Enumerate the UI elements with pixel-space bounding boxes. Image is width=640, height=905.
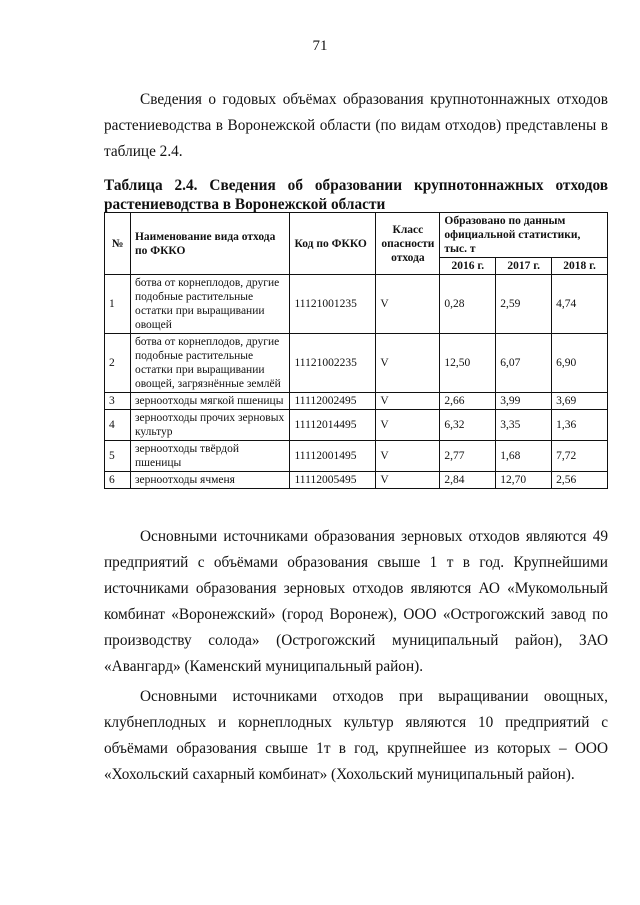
cell-class: V xyxy=(376,410,440,441)
cell-class: V xyxy=(376,441,440,472)
cell-2016: 12,50 xyxy=(440,334,496,393)
cell-class: V xyxy=(376,472,440,489)
cell-no: 4 xyxy=(105,410,131,441)
cell-code: 11112001495 xyxy=(290,441,376,472)
table-row xyxy=(105,472,608,489)
table-row xyxy=(105,441,608,472)
header-year-2018: 2018 г. xyxy=(552,258,608,275)
cell-class: V xyxy=(376,393,440,410)
cell-no: 2 xyxy=(105,334,131,393)
table-header-row xyxy=(105,213,608,258)
header-class: Класс опасности отхода xyxy=(376,213,440,275)
header-no: № xyxy=(105,213,131,275)
cell-2016: 2,66 xyxy=(440,393,496,410)
cell-no: 6 xyxy=(105,472,131,489)
cell-2016: 6,32 xyxy=(440,410,496,441)
cell-2017: 3,35 xyxy=(496,410,552,441)
header-year-2016: 2016 г. xyxy=(440,258,496,275)
table-row xyxy=(105,410,608,441)
cell-name: зерноотходы мягкой пшеницы xyxy=(130,393,290,410)
table-row xyxy=(105,334,608,393)
table-row xyxy=(105,393,608,410)
cell-2018: 4,74 xyxy=(552,275,608,334)
sources-vegetable-paragraph: Основными источниками отходов при выращивании овощных, клубнеплодных и корнеплодных культур являются 10 предприятий с объёмами образования свыше 1т в год, крупнейшее из которых – ООО «Хохольский сахарный комбинат» (Хохольский муниципальный район). xyxy=(104,688,608,783)
cell-code: 11112005495 xyxy=(290,472,376,489)
header-code: Код по ФККО xyxy=(290,213,376,275)
cell-2017: 3,99 xyxy=(496,393,552,410)
cell-2017: 2,59 xyxy=(496,275,552,334)
cell-2016: 0,28 xyxy=(440,275,496,334)
header-year-2017: 2017 г. xyxy=(496,258,552,275)
cell-2018: 1,36 xyxy=(552,410,608,441)
cell-name: зерноотходы ячменя xyxy=(130,472,290,489)
cell-name: зерноотходы твёрдой пшеницы xyxy=(130,441,290,472)
cell-2018: 3,69 xyxy=(552,393,608,410)
intro-paragraph: Сведения о годовых объёмах образования крупнотоннажных отходов растениеводства в Воронежской области (по видам отходов) представлены в таблице 2.4. xyxy=(104,91,608,160)
cell-2016: 2,77 xyxy=(440,441,496,472)
cell-name: ботва от корнеплодов, другие подобные растительные остатки при выращивании овощей xyxy=(130,275,290,334)
cell-2017: 12,70 xyxy=(496,472,552,489)
cell-no: 5 xyxy=(105,441,131,472)
cell-name: зерноотходы прочих зерновых культур xyxy=(130,410,290,441)
table-row xyxy=(105,275,608,334)
cell-class: V xyxy=(376,334,440,393)
cell-code: 11121002235 xyxy=(290,334,376,393)
cell-no: 1 xyxy=(105,275,131,334)
sources-grain-paragraph: Основными источниками образования зерновых отходов являются 49 предприятий с объёмами образования свыше 1 т в год. Крупнейшими источниками образования зерновых отходов являются АО «Мукомольный комбинат «Воронежский» (город Воронеж), ООО «Острогожский завод по производству солода» (Острогожский муниципальный район), ЗАО «Авангард» (Каменский муниципальный район). xyxy=(104,528,608,675)
cell-2018: 2,56 xyxy=(552,472,608,489)
cell-2017: 6,07 xyxy=(496,334,552,393)
cell-name: ботва от корнеплодов, другие подобные растительные остатки при выращивании овощей, загрязнённые землёй xyxy=(130,334,290,393)
header-official: Образовано по данным официальной статистики, тыс. т xyxy=(440,213,608,258)
cell-2018: 7,72 xyxy=(552,441,608,472)
cell-2017: 1,68 xyxy=(496,441,552,472)
table-caption: Таблица 2.4. Сведения об образовании крупнотоннажных отходов растениеводства в Воронежской области xyxy=(104,177,608,213)
cell-class: V xyxy=(376,275,440,334)
cell-code: 11112002495 xyxy=(290,393,376,410)
header-name: Наименование вида отхода по ФККО xyxy=(130,213,290,275)
cell-code: 11121001235 xyxy=(290,275,376,334)
page-number: 71 xyxy=(312,38,328,54)
waste-table xyxy=(104,212,608,489)
cell-code: 11112014495 xyxy=(290,410,376,441)
cell-no: 3 xyxy=(105,393,131,410)
cell-2016: 2,84 xyxy=(440,472,496,489)
cell-2018: 6,90 xyxy=(552,334,608,393)
